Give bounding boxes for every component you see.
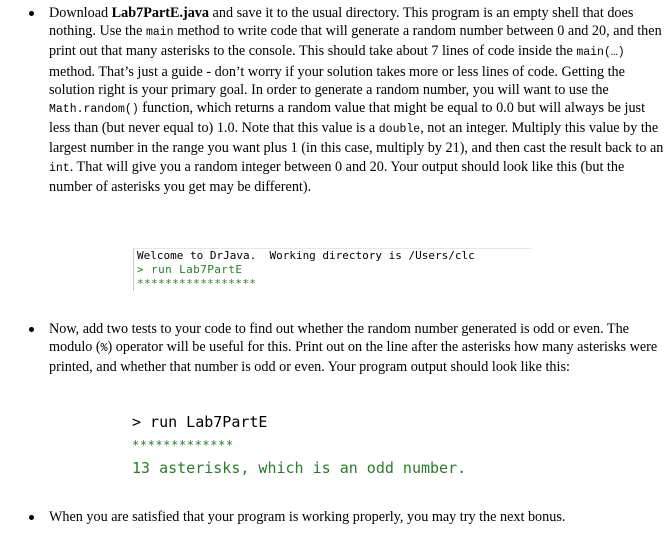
drjava-console-screenshot-1: [133, 248, 532, 291]
console-welcome-line: Welcome to DrJava. Working directory is /Users/clc: [137, 249, 475, 262]
console-output-screenshot-2: [132, 411, 492, 481]
console-command-line: > run Lab7PartE: [137, 263, 243, 276]
code-double: double: [378, 123, 421, 137]
text-segment: . That will give you a random integer between 0 and 20. Your output should look like this (but the number of asterisks you get may be different).: [49, 158, 625, 195]
text-segment: method to write code that will generate a random number between 0 and 20, and then print out that many asterisks to the console. This should take about 7 lines of code inside the: [49, 23, 662, 60]
text-segment: and save it to the usual directory. This program is an empty shell that does nothing. Use the: [49, 5, 634, 40]
code-main: main: [145, 26, 174, 40]
bullet-dot: [29, 327, 34, 332]
console-command-line: > run Lab7PartE: [132, 413, 268, 431]
bullet-2-paragraph: [49, 320, 664, 377]
console-result-line: 13 asterisks, which is an odd number.: [132, 459, 467, 477]
bullet-1-paragraph: [49, 4, 664, 196]
console-asterisks-line: *************: [132, 438, 234, 452]
text-segment: ) operator will be useful for this. Print out on the line after the asterisks how many asterisks were printed, and whether that number is odd or even. Your program output should look like this:: [49, 339, 658, 376]
text-segment: Now, add two tests to your code to find out whether the random number generated is odd or even. The modulo (: [49, 321, 629, 356]
text-segment: , not an integer. Multiply this value by the largest number in the range you want plus 1 (in this case, multiply by 21), and then cast the result back to an: [49, 120, 664, 157]
text-segment: function, which returns a random value that might be equal to 0.0 but will always be just less than (but never equal to) 1.0. Note that this value is a: [49, 100, 646, 137]
code-main-call: main(…): [576, 46, 625, 60]
code-int: int: [49, 161, 70, 175]
code-modulo: %: [100, 342, 108, 356]
text-segment: method. That’s just a guide - don’t worry if your solution takes more or less lines of code. Getting the solution right is your primary goal. In order to generate a random number, you will want to use the: [49, 63, 625, 98]
filename: Lab7PartE.java: [111, 5, 209, 21]
code-math-random: Math.random(): [49, 103, 139, 117]
bullet-3-paragraph: When you are satisfied that your program is working properly, you may try the next bonus.: [49, 509, 566, 525]
text-segment: Download: [49, 5, 112, 21]
bullet-dot: [29, 11, 34, 16]
bullet-dot: [29, 515, 34, 520]
console-asterisks-line: *****************: [137, 277, 257, 290]
